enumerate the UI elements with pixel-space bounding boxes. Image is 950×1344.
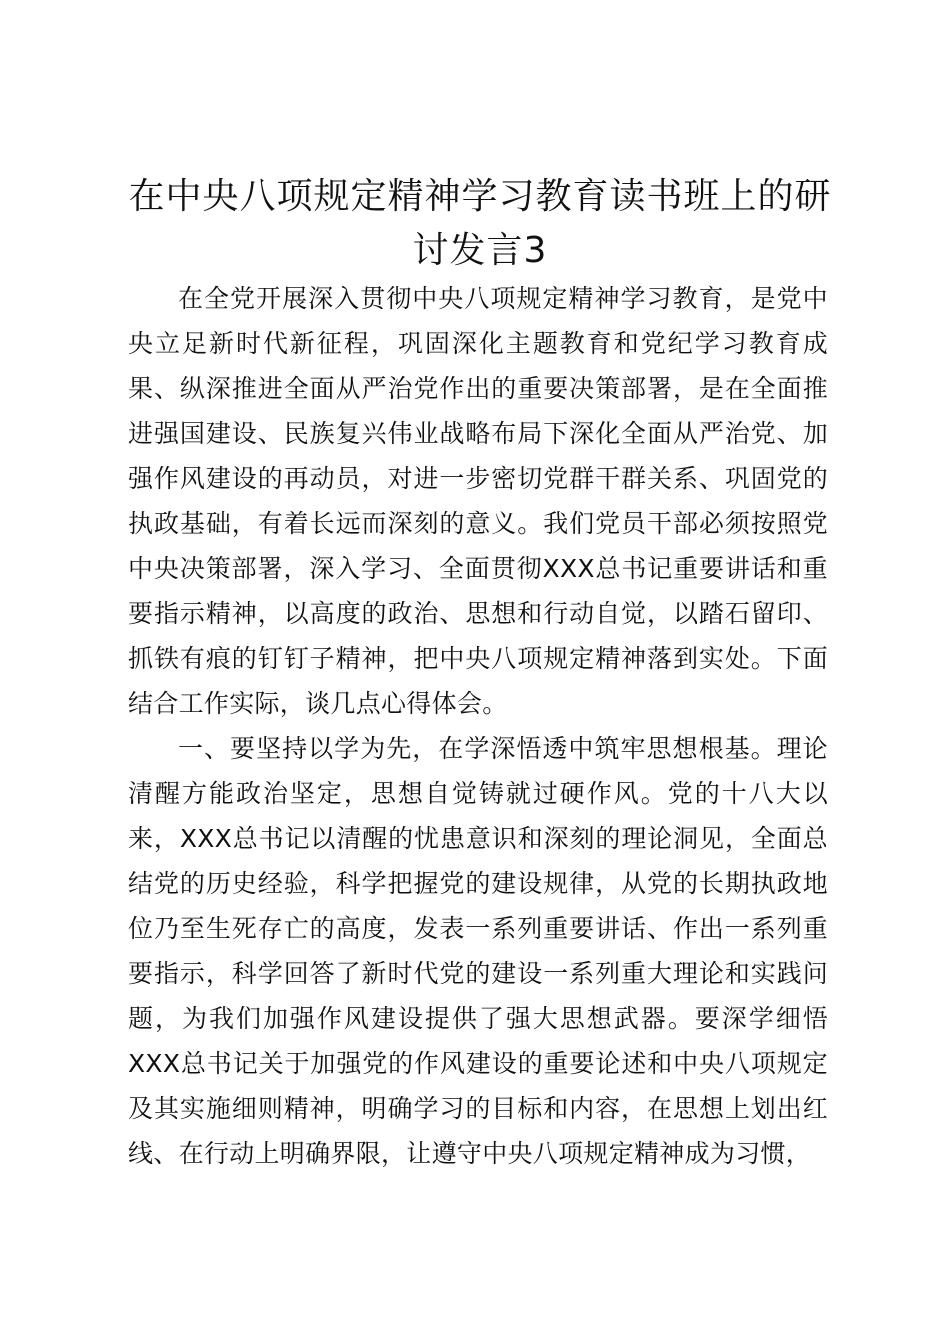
- document-title: 在中央八项规定精神学习教育读书班上的研讨发言3: [128, 176, 832, 271]
- paragraph-intro: 在全党开展深入贯彻中央八项规定精神学习教育，是党中央立足新时代新征程，巩固深化主题教育和党纪学习教育成果、纵深推进全面从严治党作出的重要决策部署，是在全面推进强国建设、民族复兴伟业战略布局下深化全面从严治党、加强作风建设的再动员，对进一步密切党群干群关系、巩固党的执政基础，有着长远而深刻的意义。我们党员干部必须按照党中央决策部署，深入学习、全面贯彻XXX总书记重要讲话和重要指示精神，以高度的政治、思想和行动自觉，以踏石留印、抓铁有痕的钉钉子精神，把中央八项规定精神落到实处。下面结合工作实际，谈几点心得体会。: [128, 284, 828, 718]
- paragraph-section-one: 一、要坚持以学为先，在学深悟透中筑牢思想根基。理论清醒方能政治坚定，思想自觉铸就过硬作风。党的十八大以来，XXX总书记以清醒的忧患意识和深刻的理论洞见，全面总结党的历史经验，科学把握党的建设规律，从党的长期执政地位乃至生死存亡的高度，发表一系列重要讲话、作出一系列重要指示，科学回答了新时代党的建设一系列重大理论和实践问题，为我们加强作风建设提供了强大思想武器。要深学细悟XXX总书记关于加强党的作风建设的重要论述和中央八项规定及其实施细则精神，明确学习的目标和内容，在思想上划出红线、在行动上明确界限，让遵守中央八项规定精神成为习惯，: [128, 734, 828, 1168]
- document-body: [128, 276, 828, 1176]
